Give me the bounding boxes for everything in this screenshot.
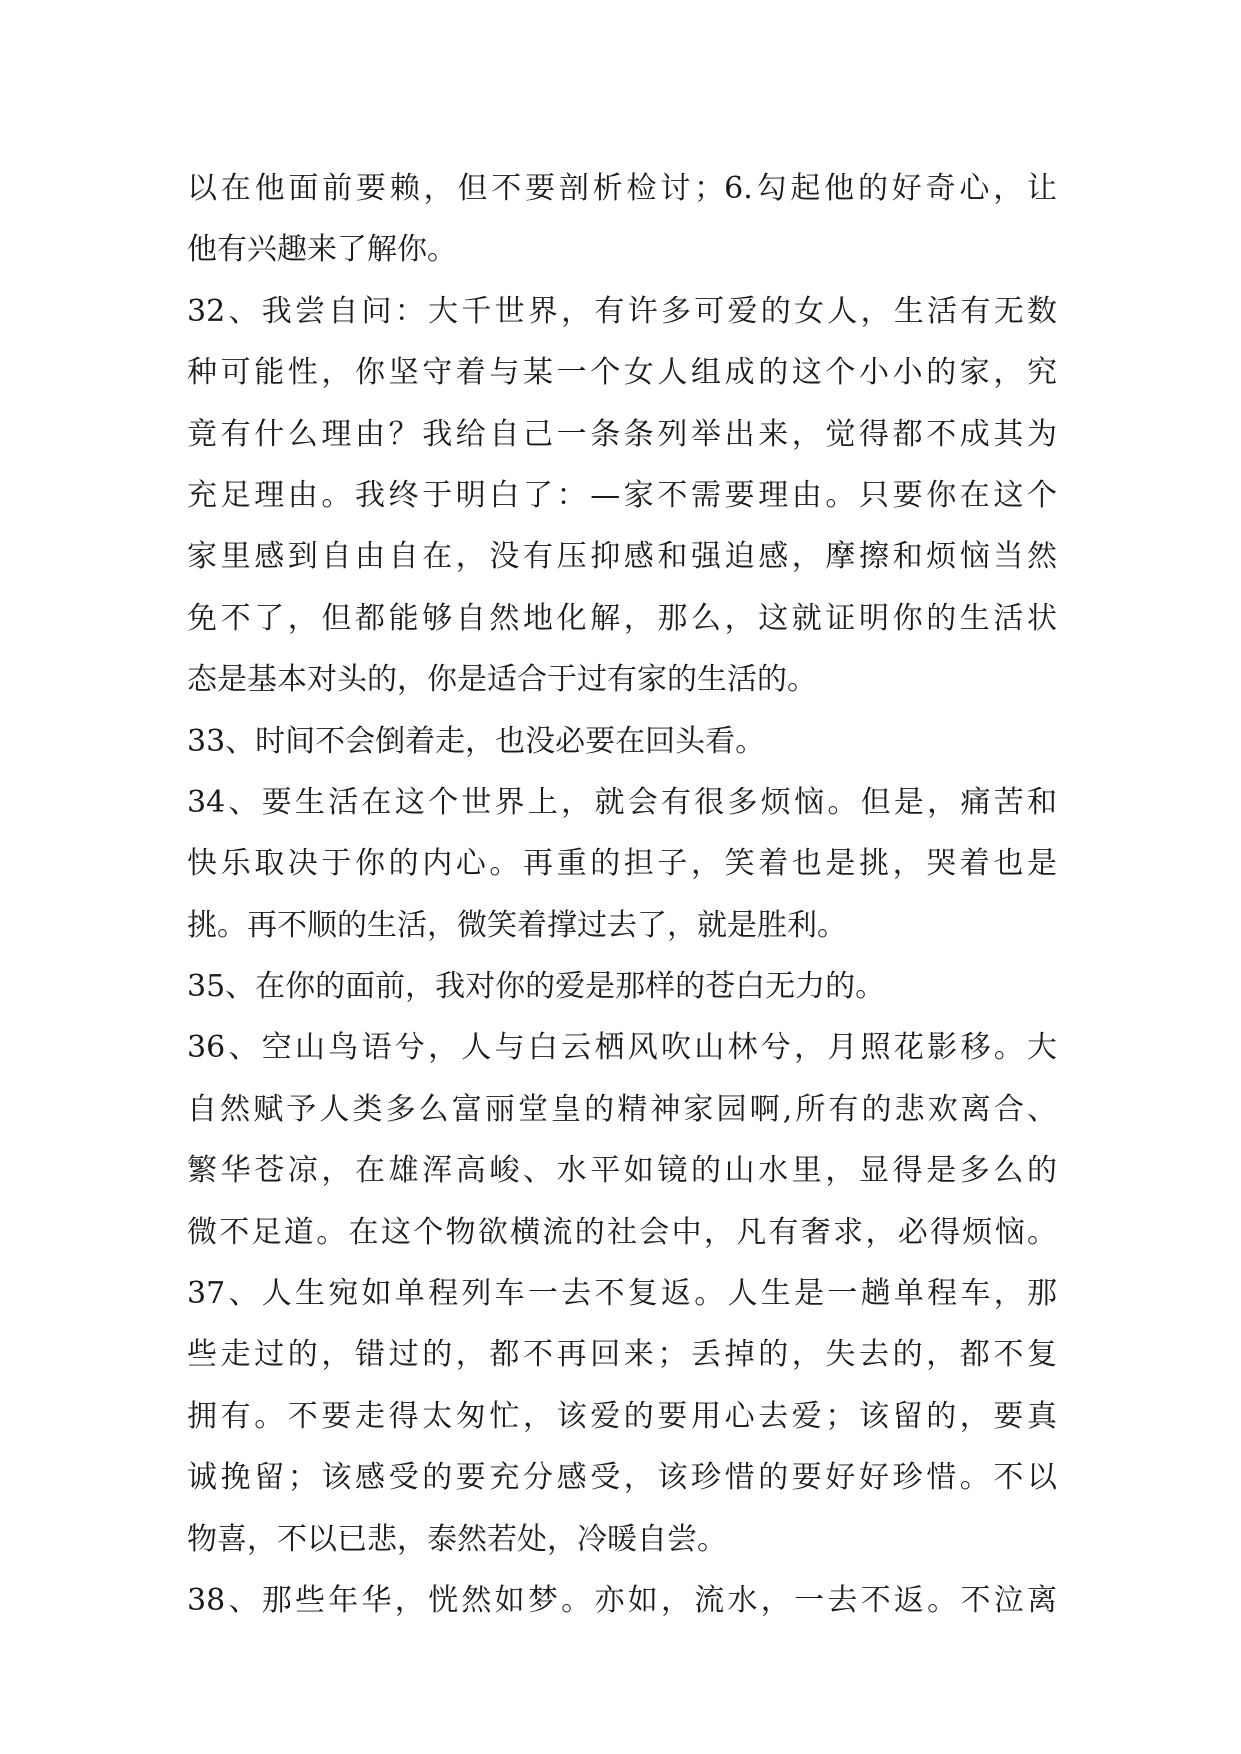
text-line: 34、要生活在这个世界上，就会有很多烦恼。但是，痛苦和 (187, 784, 1057, 820)
text-line: 免不了，但都能够自然地化解，那么，这就证明你的生活状 (187, 600, 1057, 636)
text-line: 他有兴趣来了解你。 (187, 232, 457, 268)
text-line: 快乐取决于你的内心。再重的担子，笑着也是挑，哭着也是 (187, 846, 1057, 882)
text-line: 诚挽留；该感受的要充分感受，该珍惜的要好好珍惜。不以 (187, 1460, 1057, 1496)
text-line: 35、在你的面前，我对你的爱是那样的苍白无力的。 (187, 969, 886, 1005)
text-line: 家里感到自由自在，没有压抑感和强迫感，摩擦和烦恼当然 (187, 539, 1057, 575)
text-line: 33、时间不会倒着走，也没必要在回头看。 (187, 723, 766, 759)
document-body (187, 158, 1057, 1631)
text-line: 态是基本对头的，你是适合于过有家的生活的。 (187, 662, 817, 698)
text-line: 36、空山鸟语兮，人与白云栖风吹山林兮，月照花影移。大 (187, 1030, 1057, 1066)
text-line: 37、人生宛如单程列车一去不复返。人生是一趟单程车，那 (187, 1276, 1057, 1312)
text-line: 微不足道。在这个物欲横流的社会中，凡有奢求，必得烦恼。 (187, 1214, 1057, 1250)
text-line: 些走过的，错过的，都不再回来；丢掉的，失去的，都不复 (187, 1337, 1057, 1373)
text-line: 自然赋予人类多么富丽堂皇的精神家园啊,所有的悲欢离合、 (187, 1091, 1057, 1127)
text-line: 繁华苍凉，在雄浑高峻、水平如镜的山水里，显得是多么的 (187, 1153, 1057, 1189)
text-line: 以在他面前要赖，但不要剖析检讨；6.勾起他的好奇心，让 (187, 171, 1057, 206)
text-line: 充足理由。我终于明白了：—家不需要理由。只要你在这个 (187, 477, 1057, 513)
text-line: 32、我尝自问：大千世界，有许多可爱的女人，生活有无数 (187, 293, 1057, 329)
text-line: 种可能性，你坚守着与某一个女人组成的这个小小的家，究 (187, 355, 1057, 391)
text-line: 拥有。不要走得太匆忙，该爱的要用心去爱；该留的，要真 (187, 1398, 1057, 1434)
text-line: 竟有什么理由？我给自己一条条列举出来，觉得都不成其为 (187, 416, 1057, 452)
text-line: 38、那些年华，恍然如梦。亦如，流水，一去不返。不泣离 (187, 1582, 1057, 1618)
text-line: 物喜，不以已悲，泰然若处，冷暖自尝。 (187, 1521, 727, 1557)
text-line: 挑。再不顺的生活，微笑着撑过去了，就是胜利。 (187, 907, 847, 943)
